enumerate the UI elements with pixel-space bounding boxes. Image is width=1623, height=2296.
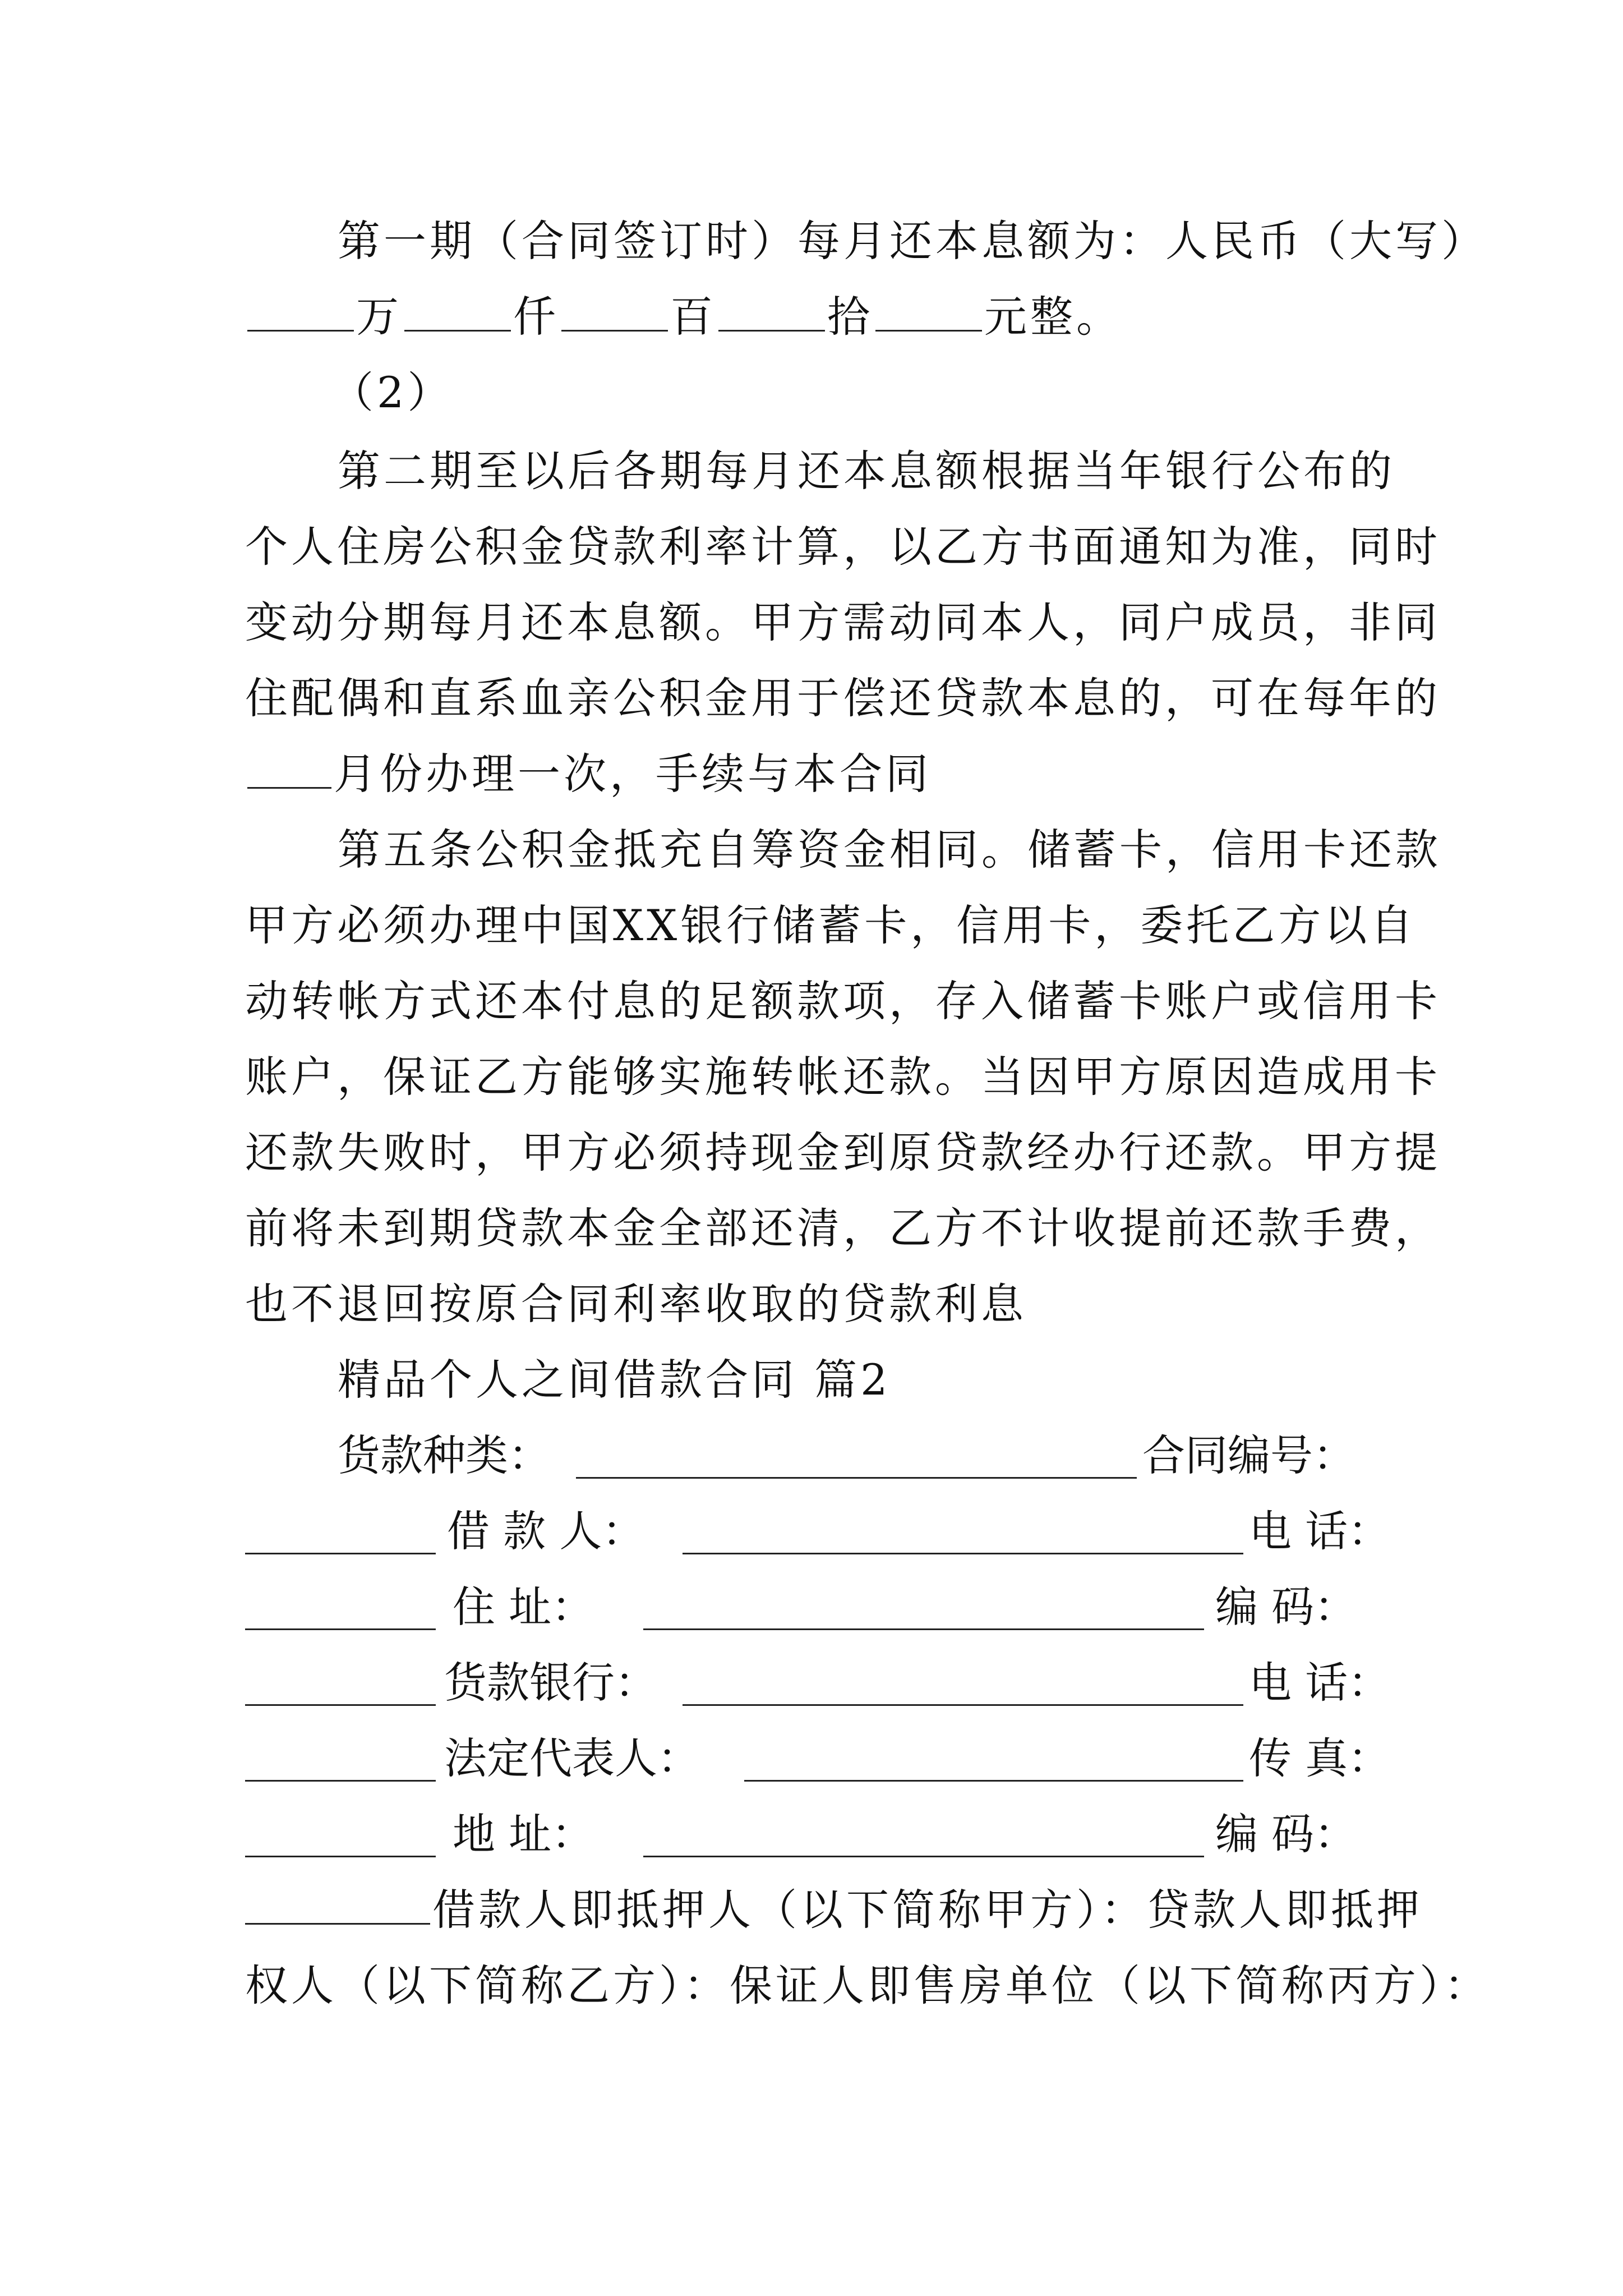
para4-line2: 权人（以下简称乙方）：保证人即售房单位（以下简称丙方）： [245,1961,1490,2010]
bank-address-label: 地 址： [453,1809,594,1859]
borrower-address-blank [643,1590,1204,1630]
borrower-postcode-blank [245,1666,436,1706]
lending-bank-blank [683,1666,1243,1706]
borrower-phone-label: 电 话： [1249,1506,1391,1556]
unit-wan: 万 [356,292,402,342]
borrower-row [245,1503,1389,1559]
para3-line5: 还款失败时，甲方必须持现金到原贷款经办行还款。甲方提 [245,1128,1441,1177]
bank-postcode-label: 编 码： [1215,1809,1357,1859]
borrower-address-label: 住 址： [453,1582,594,1632]
para2-line4: 住配偶和直系血亲公积金用于偿还贷款本息的，可在每年的 [245,673,1441,723]
para4-line1 [245,1882,1423,1938]
section-title: 精品个人之间借款合同 篇2 [338,1355,891,1405]
bank-address-blank [643,1818,1204,1857]
para4-line1-text: 借款人即抵押人（以下简称甲方）：贷款人即抵押 [432,1885,1423,1935]
legal-rep-label: 法定代表人： [444,1733,700,1783]
para2-line3: 变动分期每月还本息额。甲方需动同本人，同户成员，非同 [245,597,1441,647]
fax-blank [245,1818,436,1857]
lending-bank-label: 货款银行： [444,1658,657,1708]
para2-line5 [245,746,932,802]
unit-shi: 拾 [827,292,873,342]
para2-line2: 个人住房公积金贷款利率计算，以乙方书面通知为准，同时 [245,522,1441,572]
borrower-label: 借 款 人： [447,1506,645,1556]
bank-postcode-blank [245,1884,430,1925]
para1-line2 [245,289,1122,345]
unit-yuan: 元整。 [984,292,1122,342]
lending-bank-row [245,1655,1389,1711]
borrower-postcode-label: 编 码： [1215,1582,1357,1632]
para3-line7: 也不退回按原合同利率收取的贷款利息 [245,1279,1027,1329]
para1-line1: 第一期（合同签订时）每月还本息额为：人民币（大写） [338,216,1487,266]
loan-type-label: 货款种类： [338,1430,551,1480]
loan-type-row [245,1428,1389,1484]
bank-phone-blank [245,1742,436,1782]
contract-number-label: 合同编号： [1142,1430,1355,1480]
contract-number-blank [245,1515,436,1554]
legal-rep-row [245,1731,1389,1787]
blank-qian [404,291,511,332]
para3-line3: 动转帐方式还本付息的足额款项，存入储蓄卡账户或信用卡 [245,976,1441,1026]
loan-type-blank [576,1439,1137,1479]
para3-line6: 前将未到期贷款本金全部还清，乙方不计收提前还款手费， [245,1203,1441,1253]
blank-month [247,748,331,789]
blank-shi [718,291,825,332]
para2-line1: 第二期至以后各期每月还本息额根据当年银行公布的 [338,446,1395,496]
blank-bai [561,291,668,332]
para3-line4: 账户，保证乙方能够实施转帐还款。当因甲方原因造成用卡 [245,1052,1441,1102]
borrower-address-row [245,1579,1389,1635]
fax-label: 传 真： [1249,1733,1391,1783]
unit-bai: 百 [670,292,716,342]
blank-yuan [875,291,982,332]
item-number-2: （2） [331,367,454,417]
unit-qian: 仟 [513,292,559,342]
bank-address-row [245,1806,1389,1862]
borrower-blank [683,1515,1243,1554]
blank-wan [247,291,354,332]
para2-last-text: 月份办理一次，手续与本合同 [334,749,932,799]
para3-line2: 甲方必须办理中国XX银行储蓄卡，信用卡，委托乙方以自 [245,900,1417,950]
bank-phone-label: 电 话： [1249,1658,1391,1708]
para3-line1: 第五条公积金抵充自筹资金相同。储蓄卡，信用卡还款 [338,825,1441,875]
borrower-phone-blank [245,1590,436,1630]
legal-rep-blank [744,1742,1243,1782]
